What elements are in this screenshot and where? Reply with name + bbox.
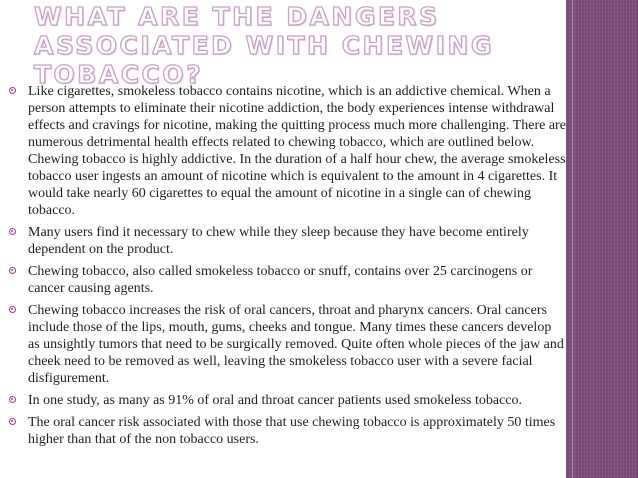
- bullet-item: [0, 83, 566, 219]
- bullet-list: [0, 83, 566, 453]
- circle-bullet-icon: [9, 228, 16, 235]
- circle-bullet-icon: [9, 418, 16, 425]
- bullet-text: In one study, as many as 91% of oral and throat cancer patients used smokeless tobacco.: [28, 393, 522, 408]
- circle-bullet-icon: [9, 87, 16, 94]
- bullet-text: Chewing tobacco, also called smokeless tobacco or snuff, contains over 25 carcinogens or cancer causing agents.: [28, 264, 533, 296]
- decorative-sidebar: [566, 0, 638, 478]
- bullet-item: [0, 392, 566, 409]
- circle-bullet-icon: [9, 396, 16, 403]
- bullet-item: [0, 263, 566, 297]
- bullet-text: Like cigarettes, smokeless tobacco contains nicotine, which is an addictive chemical. When a person attempts to eliminate their nicotine addiction, the body experiences intense withdrawal effects and cravings for nicotine, making the quitting process much more challenging. There are numerous detrimental health effects related to chewing tobacco, which are outlined below. Chewing tobacco is highly addictive. In the duration of a half hour chew, the average smokeless tobacco user ingests an amount of nicotine which is equivalent to the amount in 4 cigarettes. It would take nearly 60 cigarettes to equal the amount of nicotine in a single can of chewing tobacco.: [28, 84, 566, 218]
- circle-bullet-icon: [9, 267, 16, 274]
- bullet-text: Many users find it necessary to chew while they sleep because they have become entirely dependent on the product.: [28, 225, 529, 257]
- bullet-item: [0, 302, 566, 387]
- sidebar-divider-line: [572, 0, 573, 478]
- bullet-text: The oral cancer risk associated with those that use chewing tobacco is approximately 50 times higher than that of the non tobacco users.: [28, 415, 556, 447]
- bullet-text: Chewing tobacco increases the risk of oral cancers, throat and pharynx cancers. Oral cancers include those of the lips, mouth, gums, cheeks and tongue. Many times these cancers develop as unsightly tumors that need to be surgically removed. Quite often whole pieces of the jaw and cheek need to be removed as well, leaving the smokeless tobacco user with a severe facial disfigurement.: [28, 303, 564, 386]
- circle-bullet-icon: [9, 306, 16, 313]
- bullet-item: [0, 224, 566, 258]
- bullet-item: [0, 414, 566, 448]
- slide-title: WHAT ARE THE DANGERS ASSOCIATED WITH CHEWING TOBACCO?: [34, 2, 494, 89]
